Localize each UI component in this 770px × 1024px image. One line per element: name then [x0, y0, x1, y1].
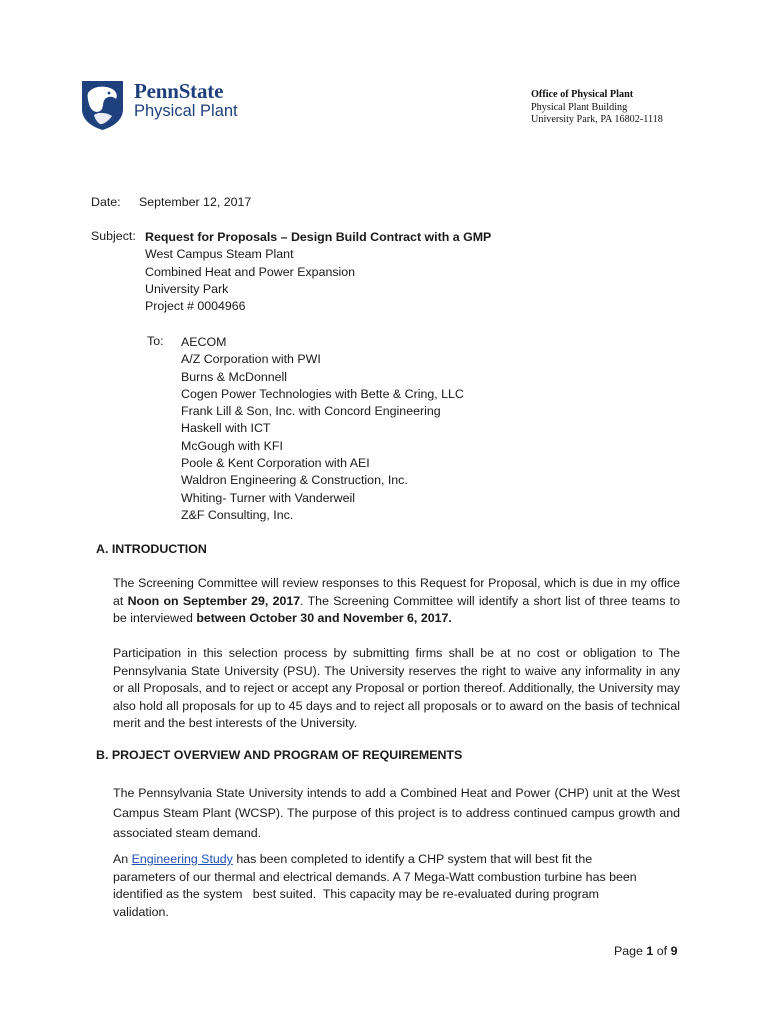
section-b-heading: B. PROJECT OVERVIEW AND PROGRAM OF REQUIREMENTS: [96, 748, 463, 762]
office-address: University Park, PA 16802-1118: [531, 114, 663, 125]
of-word: of: [656, 944, 668, 958]
page-number: [614, 944, 677, 958]
office-address-block: [531, 89, 663, 127]
date-value: September 12, 2017: [139, 195, 252, 209]
subject-line: West Campus Steam Plant: [145, 247, 294, 262]
section-a-heading: A. INTRODUCTION: [96, 542, 207, 556]
penn-state-shield-logo: [80, 79, 125, 131]
subject-line: Request for Proposals – Design Build Contract with a GMP: [145, 230, 492, 244]
to-label: To:: [147, 334, 164, 348]
office-building: Physical Plant Building: [531, 101, 628, 113]
recipient-item: Cogen Power Technologies with Bette & Cring, LLC: [181, 386, 464, 401]
section-b-paragraph-1: The Pennsylvania State University intends to add a Combined Heat and Power (CHP) unit at the West Campus Steam Plant (WCSP). The purpose of this project is to address continued campus growth and associated steam demand.: [113, 786, 680, 840]
recipient-item: Z&F Consulting, Inc.: [181, 507, 294, 522]
recipient-item: Haskell with ICT: [181, 421, 271, 436]
due-date-emphasis: Noon on September 29, 2017: [127, 593, 301, 608]
date-label: Date:: [91, 195, 121, 209]
recipient-item: Frank Lill & Son, Inc. with Concord Engineering: [181, 404, 441, 419]
section-a-paragraph-2: Participation in this selection process by submitting firms shall be at no cost or obligation to The Pennsylvania State University (PSU). The University reserves the right to waive any informality in any or all Proposals, and to reject or accept any Proposal or portion thereof. Additionally, the University may also hold all proposals for up to 45 days and to reject all proposals or to award on the basis of technical merit and the best interests of the University.: [113, 646, 680, 731]
subject-line: University Park: [145, 281, 229, 296]
text-run: has been completed to identify a CHP system that will best fit the: [232, 852, 593, 866]
page-current: 1: [646, 944, 654, 958]
text-run: . The Screening Committee will identify a short list of three teams to be interviewed: [113, 593, 680, 626]
text-run: The Screening Committee will review responses to this Request for Proposal, which is due in my office at: [113, 576, 680, 608]
office-name: Office of Physical Plant: [531, 89, 634, 100]
subject-label: Subject:: [91, 229, 136, 243]
recipient-item: Poole & Kent Corporation with AEI: [181, 456, 370, 471]
text-line: [113, 851, 680, 869]
subject-block: [145, 229, 491, 315]
section-a-paragraph-1: [113, 575, 680, 628]
recipient-item: McGough with KFI: [181, 438, 283, 453]
subject-line: Combined Heat and Power Expansion: [145, 264, 356, 279]
interview-dates-emphasis: between October 30 and November 6, 2017.: [196, 611, 452, 626]
text-line: validation.: [113, 904, 169, 919]
recipient-item: Burns & McDonnell: [181, 369, 288, 384]
engineering-study-link[interactable]: Engineering Study: [131, 852, 233, 866]
page-total: 9: [670, 944, 678, 958]
text-line: identified as the system best suited. This capacity may be re-evaluated during program: [113, 887, 600, 902]
recipient-item: AECOM: [181, 335, 227, 349]
brand-unit: Physical Plant: [134, 102, 238, 120]
recipient-item: Whiting- Turner with Vanderweil: [181, 490, 355, 505]
text-run: An: [113, 852, 132, 866]
subject-line: Project # 0004966: [145, 299, 246, 314]
recipient-item: A/Z Corporation with PWI: [181, 352, 321, 367]
recipient-item: Waldron Engineering & Construction, Inc.: [181, 473, 408, 488]
text-line: parameters of our thermal and electrical demands. A 7 Mega-Watt combustion turbine has been: [113, 869, 637, 884]
section-b-paragraph-2: [113, 851, 680, 921]
page-word: Page: [614, 944, 643, 958]
recipient-list: [181, 334, 464, 524]
brand-name: PennState: [134, 79, 224, 103]
